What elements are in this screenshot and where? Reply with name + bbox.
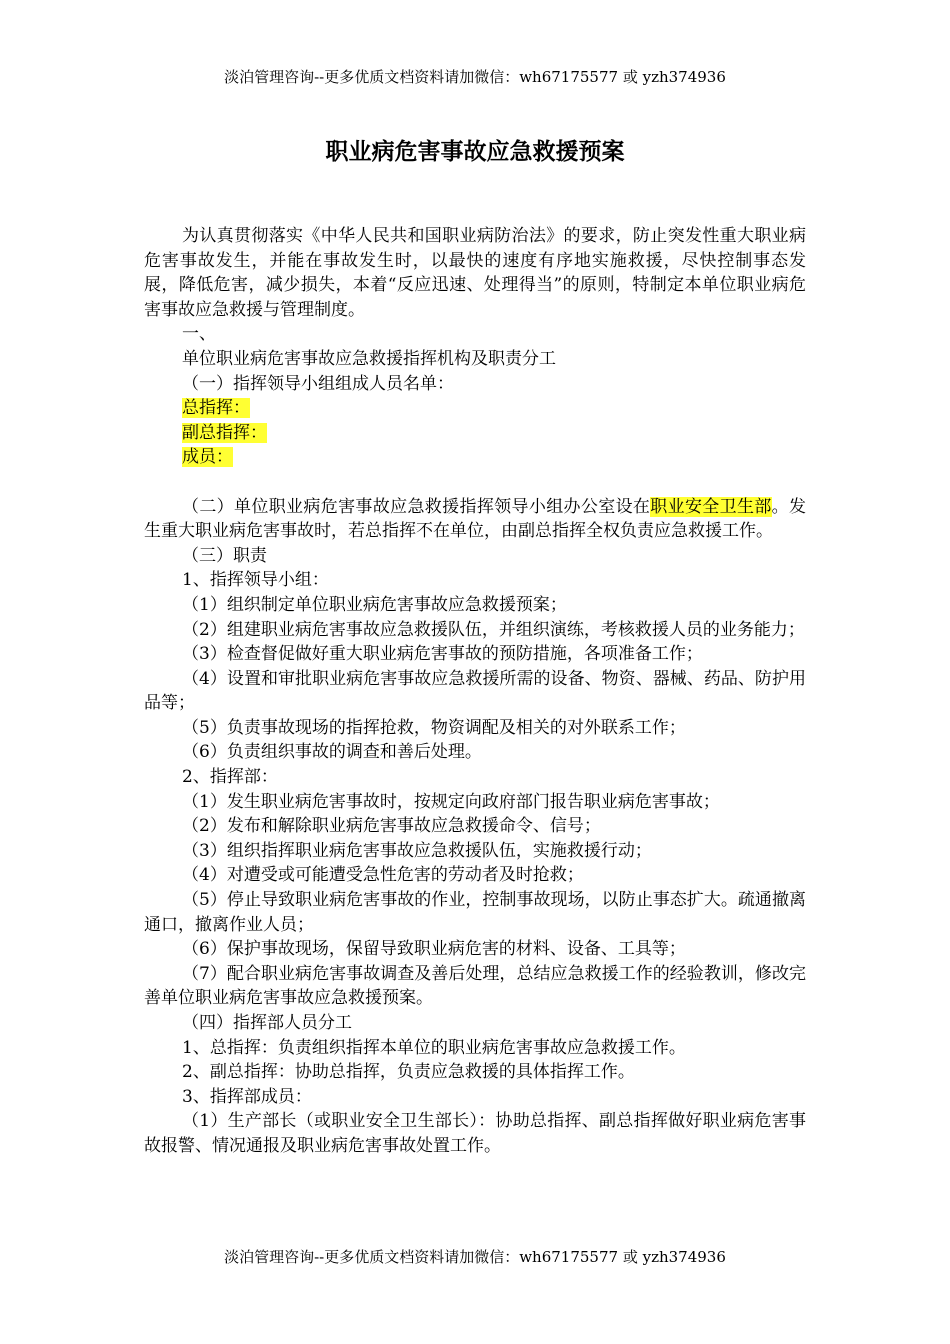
role-3: 3、指挥部成员： — [182, 1086, 312, 1107]
group-2-title: 2、指挥部： — [182, 767, 278, 788]
group-1-title: 1、指挥领导小组： — [182, 570, 329, 591]
role-2: 2、副总指挥：协助总指挥，负责应急救援的具体指挥工作。 — [182, 1062, 635, 1083]
group-1-item: （6）负责组织事故的调查和善后处理。 — [182, 742, 482, 763]
leader-label: 总指挥： — [182, 398, 250, 419]
deputy-line — [144, 421, 806, 446]
group-2-item: （6）保护事故现场，保留导致职业病危害的材料、设备、工具等； — [182, 939, 686, 960]
group-1-item: （3）检查督促做好重大职业病危害事故的预防措施，各项准备工作； — [182, 644, 703, 665]
subsection-2-text-b: 。发生重大职业病危害事故时，若总指挥不在单位，由副总指挥全权负责应急救援工作。 — [144, 496, 807, 542]
subsection-2 — [144, 495, 806, 544]
deputy-label: 副总指挥： — [182, 422, 267, 443]
intro-paragraph: 为认真贯彻落实《中华人民共和国职业病防治法》的要求，防止突发性重大职业病危害事故发生，并能在事故发生时，以最快的速度有序地实施救援，尽快控制事态发展，降低危害，减少损失，本着“反应迅速、处理得当”的原则，特制定本单位职业病危害事故应急救援与管理制度。 — [144, 226, 806, 320]
members-label: 成员： — [182, 447, 233, 468]
document-title: 职业病危害事故应急救援预案 — [325, 138, 625, 165]
members-line — [144, 445, 806, 470]
document-body — [144, 224, 806, 1159]
role-3-item: （1）生产部长（或职业安全卫生部长）：协助总指挥、副总指挥做好职业病危害事故报警、情况通报及职业病危害事故处置工作。 — [144, 1111, 806, 1156]
subsection-4: （四）指挥部人员分工 — [182, 1013, 352, 1033]
leader-line — [144, 396, 806, 421]
group-2-item: （3）组织指挥职业病危害事故应急救援队伍，实施救援行动； — [182, 840, 652, 861]
page-header: 淡泊管理咨询--更多优质文档资料请加微信：wh67175577 或 yzh374936 — [224, 68, 726, 86]
section-number: 一、 — [182, 324, 216, 345]
blank-line — [144, 470, 806, 495]
subsection-1: （一）指挥领导小组组成人员名单： — [182, 373, 454, 394]
subsection-2-text-a: （二）单位职业病危害事故应急救援指挥领导小组办公室设在 — [182, 496, 651, 517]
group-1-item: （4）设置和审批职业病危害事故应急救援所需的设备、物资、器械、药品、防护用品等； — [144, 668, 806, 714]
group-2-item: （1）发生职业病危害事故时，按规定向政府部门报告职业病危害事故； — [182, 791, 720, 812]
subsection-3: （三）职责 — [182, 545, 267, 566]
group-2-item: （2）发布和解除职业病危害事故应急救援命令、信号； — [182, 816, 601, 837]
group-2-item: （7）配合职业病危害事故调查及善后处理，总结应急救援工作的经验教训，修改完善单位职业病危害事故应急救援预案。 — [144, 963, 806, 1009]
group-2-item: （4）对遭受或可能遭受急性危害的劳动者及时抢救； — [182, 865, 584, 886]
office-department: 职业安全卫生部 — [650, 496, 772, 517]
group-1-item: （2）组建职业病危害事故应急救援队伍，并组织演练，考核救援人员的业务能力； — [182, 619, 805, 640]
group-1-item: （5）负责事故现场的指挥抢救，物资调配及相关的对外联系工作； — [182, 717, 686, 738]
group-1-item: （1）组织制定单位职业病危害事故应急救援预案； — [182, 594, 567, 615]
page-footer: 淡泊管理咨询--更多优质文档资料请加微信：wh67175577 或 yzh374936 — [224, 1248, 726, 1266]
group-2-item: （5）停止导致职业病危害事故的作业，控制事故现场，以防止事态扩大。疏通撤离通口，撤离作业人员； — [144, 890, 806, 935]
role-1: 1、总指挥：负责组织指挥本单位的职业病危害事故应急救援工作。 — [182, 1037, 686, 1058]
section-heading: 单位职业病危害事故应急救援指挥机构及职责分工 — [182, 348, 556, 369]
